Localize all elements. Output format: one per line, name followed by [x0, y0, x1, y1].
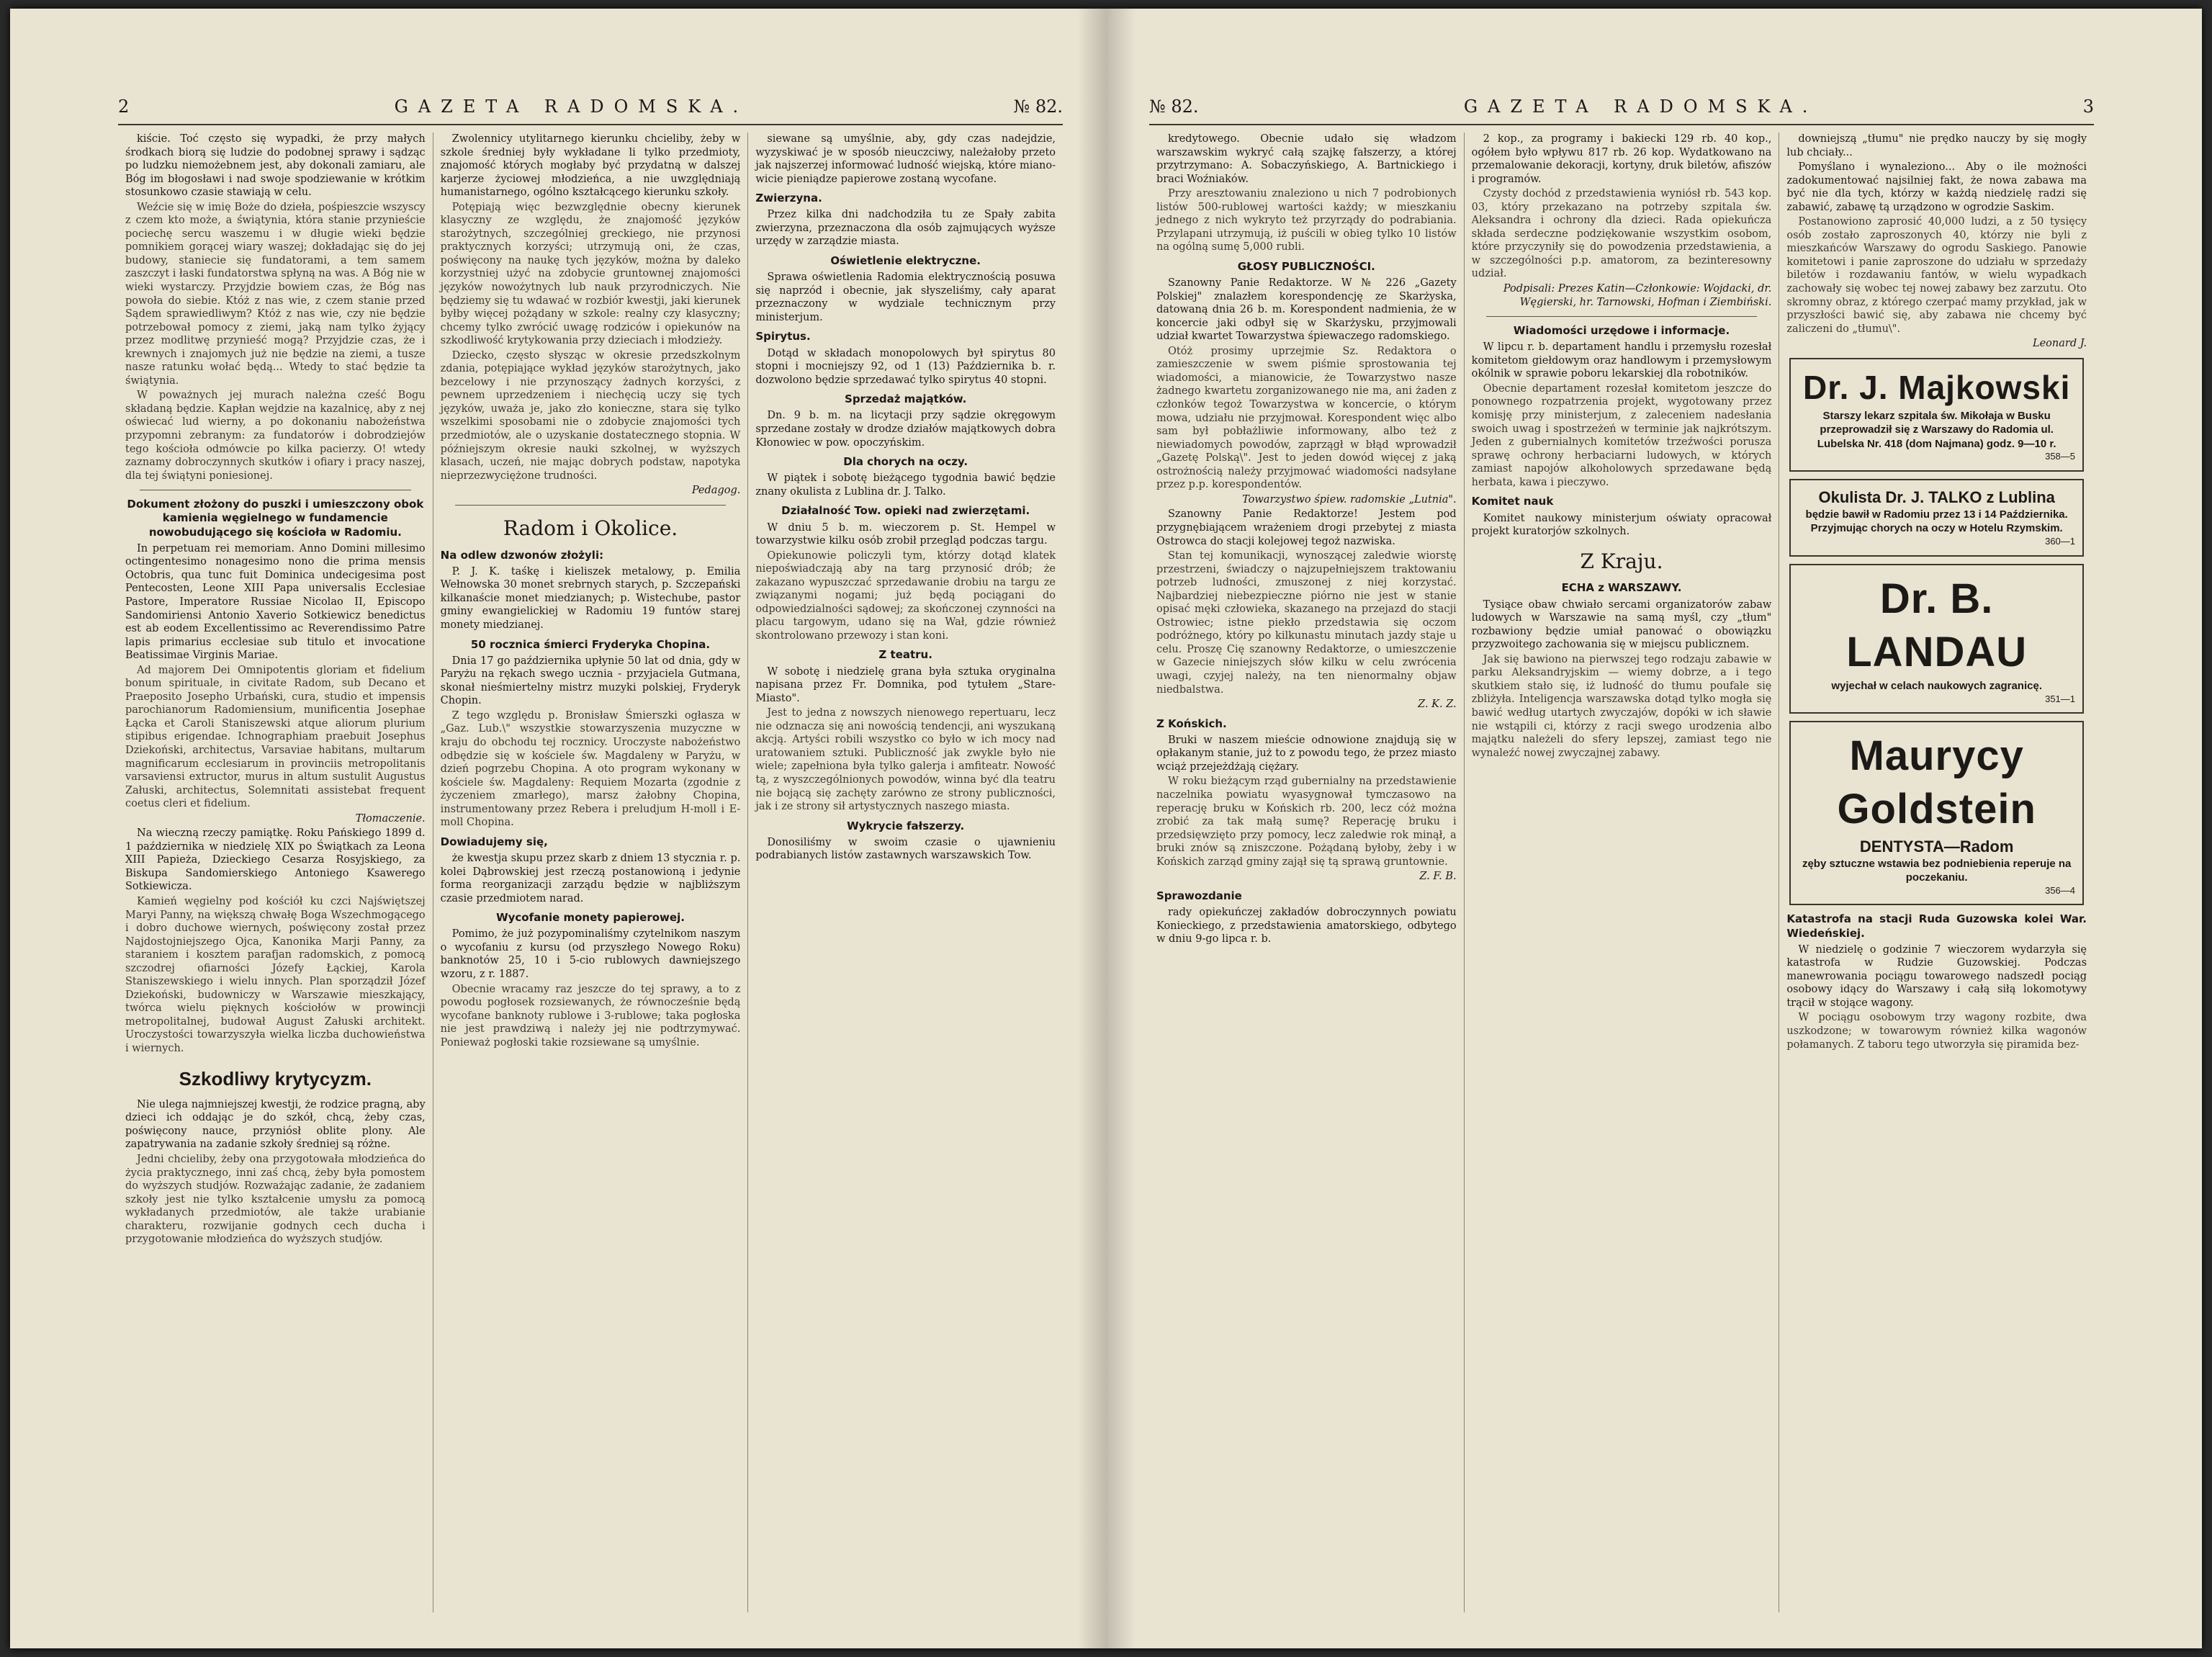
news-heading: ECHA z WARSZAWY.	[1561, 581, 1682, 595]
news-heading: Katastrofa na stacji Ruda Guzowska kolei War. Wiedeńskiej.	[1786, 912, 2087, 940]
ad-text: zęby sztuczne wstawia bez podniebienia reperuje na poczekaniu.	[1802, 857, 2072, 884]
news-heading: Na odlew dzwonów złożyli:	[440, 548, 604, 562]
newspaper-spread	[10, 9, 2202, 1648]
letter-text: Szanowny Panie Redaktorze. W № 226 „Gazety Polskiej" znalazłem korespondencję ze Skarżyska, datowaną dnia 26 b. m. Korespondent nadmienia, że w koncercie jaki odbył się w Skarżysku, przyjmowali udział kwartet Towarzystwa śpiewaczego radomskiego.	[1156, 277, 1457, 343]
news-text: W piątek i sobotę bieżącego tygodnia bawić będzie znany okulista z Lublina dr. J. Talko.	[755, 472, 1056, 498]
news-text: Pomyślano i wynaleziono... Aby o ile możności zadokumentować najsilniej fakt, że nowa zabawa ma być nie dla tych, którzy w każdą niedzielę radzi się zabawić, zabawę tą urządzono w ogrodzie Saskim.	[1786, 161, 2087, 213]
document-heading: Dokument złożony do puszki i umieszczony obok kamienia węgielnego w fundamencie nowobudującego się kościoła w Radomiu.	[127, 498, 424, 539]
news-text: Przez kilka dni nadchodziła tu ze Spały zabita zwierzyna, przeznaczona dla osób zajmujących wyższe urzędy w zarządzie miasta.	[755, 209, 1056, 248]
ad-number: 351—1	[2045, 693, 2076, 704]
left-col-1: kiście. Toć często się wypadki, że przy małych środkach biorą się ludzie do podobnej sprawy i sądząc po ludzku niemożebnem jest, aby dokonali zamiaru, ale Bóg im błogosławi i nad swoje spodziewanie w krótkim stosunkowo czasie stawiają w celu. Weźcie się w imię Boże do dzieła, pośpieszcie wszyscy z czem kto może, a świątynia, która stanie przynieście pociechę sercu waszemu i w długie wieki będzie pomnikiem gorącej wiary waszej; dokładając się do jej budowy, staniecie się fundatorami, a tem samem zaszczyt i łaski fundatorstwa spłyną na was. A Bóg nie w wieki wystarczy. Przyjdzie bowiem czas, że Bóg nas powoła do siebie. Któż z nas wie, z czem stanie przed Sądem sprawiedliwym? Któż z nas wie, czy nie będzie potrzebował pomocy z ziemi, jaką nam tylko żyjący przez modlitwę przynieść mogą? Przyjdzie czas, że i krewnych i znajomych już nie będzie na ziemi, a tusze nasze ratunku wołać będą... Wtedy to stać będzie ta świątynia. W poważnych jej murach należna cześć Bogu składaną będzie. Kapłan wejdzie na kazalnicę, aby z nej oświecać lud wierny, a po dokonaniu nabożeństwa przypomni zebranym: za fundatorów i dobrodziejów tego kościoła odmówcie po kilka pacierzy. O! wtedy zaznamy dobroczynnych skutków i ofiary i pracy naszej, dla tej świątyni poniesionej. Dokument złożony do puszki i umieszczony obok kamienia węgielnego w fundamencie nowobudującego się kościoła w Radomiu. In perpetuam rei memoriam. Anno Domini millesimo octingentesimo nonagesimo nono die prima mensis Octobris, qua tunc fuit Dominica undecigesima post Pentecosten, Leone XIII Papa universalis Ecclesiae Pastore, Imperatore Russiae Nicolao II, Episcopo Sandomiriensi Antonio Xaverio Sotkiewicz benedictus est ab eodem Excellentissimo ac Reverendissimo Patre lapis primarius ecclesiae sub titulo et invocatione Beatissimae Virginis Mariae. Ad majorem Dei Omnipotentis gloriam et fidelium bonum spirituale, in civitate Radom, sub Decano et Praeposito Josepho Urbański, cura, studio et impensis parochianorum Radomiensium, munificentia Josephae Łącka et Caroli Staniszewski atque aliorum plurium stipibus erigendae. Ichnographiam praebuit Josephus Dziekoński, architectus, Varsaviae habitans, multarum magnificarum ecclesiarum in provinciis metropolitanis varsaviensi extructor, murus in altum sustulit Augustus Załuski, architectus, Solemnitati assistebat frequent coetus cleri et fidelium. Tłomaczenie. Na wieczną rzeczy pamiątkę. Roku Pańskiego 1899 d. 1 października w niedzielę XIX po Świątkach za Leona XIII Papieża, Dzieckiego Cesarza Rosyjskiego, za Biskupa Sandomierskiego Antoniego Ksawerego Sotkiewicza. Kamień węgielny pod kościół ku czci Najświętszej Maryi Panny, na większą chwałę Boga Wszechmogącego i dobro duchowe wiernych, poświęcony został przez Najdostojniejszego Ojca, Kanonika Marji Panny, za staraniem i kosztem parafjan radomskich, z pomocą szczodrej ofiarności Józefy Łąckiej, Karola Staniszewskiego i wielu innych. Plan sporządził Józef Dziekoński, budowniczy w Warszawie mieszkający, twórca wielu pięknych kościołów w prowincji metropolitalnej, budował August Załuski architekt. Uroczystości towarzyszyła wielka liczba duchowieństwa i wiernych. Szkodliwy krytycyzm. Nie ulega najmniejszej kwestji, że rodzice pragną, aby dzieci ich oddając je do szkół, chcą, żeby czas, poświęcony nauce, przyniósł oblite plony. Ale zapatrywania na zadanie szkoły średniej są różne. Jedni chcieliby, żeby ona przygotowała młodzieńca do życia praktycznego, inni zaś chcą, żeby była pomostem do wyższych studjów. Rozważając zadanie, że zadaniem szkoły jest nie tylko kształcenie umysłu za pomocą wykładanych przedmiotów, ale także urabianie charakteru, rozwijanie godnych cech ducha i przygotowanie młodzieńca do wyższych studjów.	[118, 133, 433, 1612]
left-columns	[118, 133, 1063, 1612]
kraj-section-heading: Z Kraju.	[1580, 549, 1663, 573]
news-heading: Wiadomości urzędowe i informacje.	[1513, 324, 1730, 338]
translation-label: Tłomaczenie.	[355, 812, 426, 825]
news-text: rady opiekuńczej zakładów dobroczynnych powiatu Konieckiego, z przedstawienia amatorskiego, odbytego w dniu 9-go lipca r. b.	[1156, 907, 1457, 946]
page-number: 3	[2082, 96, 2094, 117]
right-columns	[1149, 133, 2094, 1612]
ad-doctor-name: Okulista Dr. J. TALKO z Lublina	[1818, 488, 2055, 506]
news-heading: Z teatru.	[878, 648, 932, 662]
critic-text: Nie ulega najmniejszej kwestji, że rodzice pragną, aby dzieci ich oddając je do szkół, chcą, żeby czas, poświęcony nauce, przyniósł oblite plony. Ale zapatrywania na zadanie szkoły średniej są różne.	[125, 1098, 426, 1151]
masthead: GAZETA RADOMSKA.	[394, 96, 749, 117]
left-col-3: siewane są umyślnie, aby, gdy czas nadejdzie, wyzyskiwać je w sposób nieuczciwy, należałoby przeto jak najszerzej informować ludność wiejską, które miano-wicie pieniądze papierowe zostaną wycofane. Zwierzyna. Przez kilka dni nadchodziła tu ze Spały zabita zwierzyna, przeznaczona dla osób zajmujących wyższe urzędy w zarządzie miasta. Oświetlenie elektryczne. Sprawa oświetlenia Radomia elektrycznością posuwa się naprzód i obecnie, jak słyszeliśmy, cały aparat przeznaczony w wydziale technicznym przy ministerjum. Spirytus. Dotąd w składach monopolowych był spirytus 80 stopni i mocniejszy 92, od 1 (13) Października b. r. dozwolono będzie sprzedawać tylko spirytus 40 stopni. Sprzedaż majątków. Dn. 9 b. m. na licytacji przy sądzie okręgowym sprzedane zostały w drodze działów majątkowych dobra Kłonowiec w pow. opoczyńskim. Dla chorych na oczy. W piątek i sobotę bieżącego tygodnia bawić będzie znany okulista z Lublina dr. J. Talko. Działalność Tow. opieki nad zwierzętami. W dniu 5 b. m. wieczorem p. St. Hempel w towarzystwie kilku osób zrobił przegląd podczas targu. Opiekunowie policzyli tym, którzy dotąd klatek niepoświadczają aby na targ przynosić drób; że zakazano wypuszczać sprzedawanie drobiu na targu ze związanymi nogami; już będą pociągani do odpowiedzialności sądowej; za skończonej czynności na placu targowym, udano się na Wał, gdzie również skontrolowano przewozy i stan koni. Z teatru. W sobotę i niedzielę grana była sztuka oryginalna napisana przez Fr. Domnika, pod tytułem „Stare-Miasto". Jest to jedna z nowszych nienowego repertuaru, lecz nie odznacza się ani nowością tendencji, ani wyszukaną akcją. Artyści robili wszystko co było w ich mocy nad uratowaniem sztuki. Publiczność jak zwykle było nie wiele; zapełniona była tylko galerja i amfiteatr. Nowość tą, z wyszczególnionych powodów, winna być dla teatru nie bojącą się zachęty zarówno ze strony publiczności, jak i ze strony sił artystycznych naszego miasta. Wykrycie fałszerzy. Donosiliśmy w swoim czasie o ujawnieniu podrabianych listów zastawnych warszawskich Tow.	[755, 133, 1056, 862]
left-col-2: Zwolennicy utylitarnego kierunku chcieliby, żeby w szkole średniej były wykładane li tylko przedmioty, znajomość których mogłaby być przydatną w dalszej karjerze życiowej młodzieńca, a nie uwzględniają humanistarnego, ogólno kształcącego kierunku szkoły. Potępiają więc bezwzględnie obecny kierunek klasyczny ze względu, że znajomość języków starożytnych, szczególniej greckiego, nie przynosi praktycznych korzyści; utrzymują oni, że czas, poświęcony na naukę tych języków, można by daleko korzystniej użyć na zdobycie gruntownej znajomości języków nowożytnych lub nauk przyrodniczych. Nie będziemy się tu wdawać w rozbiór kwestji, jaki kierunek byłby więcej pożądany w szkole: realny czy klasyczny; chcemy tylko zwrócić uwagę rodziców i opiekunów na szkodliwość krytykowania przy dzieciach i młodzieży. Dziecko, często słysząc w okresie przedszkolnym zdania, potępiające wykład języków starożytnych, jako bezcelowy i nie przynoszący żadnych korzyści, z pewnem uprzedzeniem i niechęcią uczy się tych języków, uważa je, jako zło konieczne, stara się tylko wszelkimi sposobami nie o zdobycie znajomości tych przedmiotów, ale o uzyskanie dostatecznego stopnia. W późniejszym okresie nauki szkolnej, w wyższych klasach, uczeń, nie mając dobrych podstaw, napotyka nieprzezwyciężone trudności. Pedagog. Radom i Okolice. Na odlew dzwonów złożyli: P. J. K. taśkę i kieliszek metalowy, p. Emilia Wełnowska 30 monet srebrnych starych, p. Szczepański kilkanaście monet miedzianych; p. Wistechube, pastor gminy ewangielickiej w Radomiu 19 funtów starej monety miedzianej. 50 rocznica śmierci Fryderyka Chopina. Dnia 17 go października upłynie 50 lat od dnia, gdy w Paryżu na rękach swego ucznia - przyjaciela Gutmana, skonał nieśmiertelny mistrz muzyki polskiej, Fryderyk Chopin. Z tego względu p. Bronisław Śmierszki ogłasza w „Gaz. Lub.\" wszystkie stowarzyszenia muzyczne w kraju do obchodu tej rocznicy. Uroczyste nabożeństwo odbędzie się w kościele św. Magdaleny w Paryżu, w dzień pogrzebu Chopina. A oto program wykonany w kościele św. Magdaleny: Requiem Mozarta (zgodnie z życzeniem zmarłego), marsz żałobny Chopina, instrumentowany przez Rebera i preludjum H-moll i E-moll Chopina. Dowiadujemy się, że kwestja skupu przez skarb z dniem 13 stycznia r. p. kolei Dąbrowskiej jest rzeczą postanowioną i jedynie forma reorganizacji zarządu będzie w najbliższym czasie przedmiotem narad. Wycofanie monety papierowej. Pomimo, że już pozypominaliśmy czytelnikom naszym o wycofaniu z kursu (od przyszłego Nowego Roku) banknotów 25, 10 i 5-cio rublowych dawniejszego wzoru, z r. 1887. Obecnie wracamy raz jeszcze do tej sprawy, a to z powodu pogłosek rozsiewanych, że równocześnie będą wycofane banknoty rublowe i 3-rublowe; taka pogłoska nie jest prawdziwą i należy jej nie podtrzymywać. Ponieważ pogłoski takie rozsiewane są umyślnie.	[433, 133, 749, 1612]
radom-section-heading: Radom i Okolice.	[503, 516, 678, 540]
news-text: Dn. 9 b. m. na licytacji przy sądzie okręgowym sprzedane zostały w drodze działów majątkowych dobra Kłonowiec w pow. opoczyńskim.	[755, 410, 1056, 449]
ad-landau	[1789, 564, 2084, 714]
letter-text: Szanowny Panie Redaktorze! Jestem pod przygnębiającem wrażeniem drogi przebytej z miasta Ostrowca do stacji kolejowej tegoż nazwiska.	[1156, 508, 1457, 547]
ad-number: 356—4	[2045, 884, 2076, 896]
news-text: Bruki w naszem mieście odnowione znajdują się w opłakanym stanie, już to z powodu tego, że przez miasto wciąż przejeżdżają ciężary.	[1156, 734, 1457, 773]
ad-number: 360—1	[2045, 535, 2076, 547]
news-text: Dotąd w składach monopolowych był spirytus 80 stopni i mocniejszy 92, od 1 (13) Października b. r. dozwolono będzie sprzedawać tylko spirytus 40 stopni.	[755, 347, 1056, 386]
pedagog-signature: Pedagog.	[691, 485, 741, 497]
news-text: siewane są umyślnie, aby, gdy czas nadejdzie, wyzyskiwać je w sposób nieuczciwy, należałoby przeto jak najszerzej informować ludność wiejską, które miano-wicie pieniądze papierowe zostaną wycofane.	[755, 133, 1056, 185]
news-heading: Działalność Tow. opieki nad zwierzętami.	[781, 504, 1030, 518]
page-number: 2	[118, 96, 130, 117]
news-heading: Zwierzyna.	[755, 192, 822, 205]
critic-heading: Szkodliwy krytycyzm.	[179, 1067, 372, 1090]
news-text: W niedzielę o godzinie 7 wieczorem wydarzyła się katastrofa w Rudzie Guzowskiej. Podczas manewrowania pociągu towarowego nadszedł pociąg osobowy idący do Warszawy i całą siłą lokomotywy trącił w stojące wagony.	[1786, 943, 2087, 1009]
ad-number: 358—5	[2045, 451, 2076, 462]
news-text: Komitet naukowy ministerjum oświaty opracował projekt kuratorjów szkolnych.	[1471, 512, 1772, 538]
news-heading: Komitet nauk	[1471, 495, 1554, 508]
news-text: P. J. K. taśkę i kieliszek metalowy, p. Emilia Wełnowska 30 monet srebrnych starych, p. Szczepański kilkanaście monet miedzianych; p. Wistechube, pastor gminy ewangielickiej w Radomiu 19 funtów starej monety miedzianej.	[440, 565, 741, 631]
right-col-2: 2 kop., za programy i bakiecki 129 rb. 40 kop., ogółem było wpływu 817 rb. 26 kop. Wydatkowano na przemalowanie dekoracji, kortyny, druk biletów, afiszów i programów. Czysty dochód z przedstawienia wyniósł rb. 543 kop. 03, który przekazano na potrzeby szpitala św. Aleksandra i ochrony dla dzieci. Rada opiekuńcza składa serdeczne podziękowanie wszystkim osobom, które przyczyniły się do powodzenia przedstawienia, a w szczególności p.p. amatorom, za bezinteresowny udział. Podpisali: Prezes Katin—Członkowie: Wojdacki, dr. Węgierski, hr. Tarnowski, Hofman i Ziembiński. Wiadomości urzędowe i informacje. W lipcu r. b. departament handlu i przemysłu rozesłał komitetom giełdowym oraz handlowym i przemysłowym okólnik w sprawie poboru lekarskiej dla robotników. Obecnie departament rozesłał komitetom jeszcze do ponownego rozpatrzenia projekt, wygotowany przez komisję przy ministerjum, z zaleceniem nadesłania swoich uwag i spostrzeżeń w terminie jak najkrótszym. Jeden z gubernialnych komitetów trzeźwości porusza sprawę ochrony herbaciarni ludowych, w których zamiast napojów alkoholowych sprzedawane będą herbata, kawa i pieczywo. Komitet nauk Komitet naukowy ministerjum oświaty opracował projekt kuratorjów szkolnych. Z Kraju. ECHA z WARSZAWY. Tysiące obaw chwiało sercami organizatorów zabaw ludowych w Warszawie na samą myśl, czy „tłum" rozbawiony będzie umiał panować o obowiązku przyzwoitego zachowania się w miejscu publicznem. Jak się bawiono na pierwszej tego rodzaju zabawie w parku Aleksandryjskim — wiemy dobrze, a i tego skutkiem stało się, iż ludność do tłumu poufale się zbliżyła. Inteligencja warszawska dotąd tylko mogła się bawić według utartych zwyczajów, dopóki w ich sławie nie wstąpili ci, którzy z racji swego urodzenia albo majątku należeli do sfery lepszej, zamiast tego nie wynaleźć nowej zwyczajnej zabawy.	[1465, 133, 1780, 1612]
ad-text: Starszy lekarz szpitala św. Mikołaja w Busku przeprowadził się z Warszawy do Radomia ul. Lubelska Nr. 418 (dom Najmana) godz. 9—10 r.	[1817, 409, 2056, 450]
news-text: Dnia 17 go października upłynie 50 lat od dnia, gdy w Paryżu na rękach swego ucznia - przyjaciela Gutmana, skonał nieśmiertelny mistrz muzyki polskiej, Fryderyk Chopin.	[440, 655, 741, 707]
news-heading: Sprawozdanie	[1156, 889, 1242, 902]
latin-text: In perpetuam rei memoriam. Anno Domini millesimo octingentesimo nonagesimo nono die prima mensis Octobris, qua tunc fuit Dominica undecigesima post Pentecosten, Leone XIII Papa universalis Ecclesiae Pastore, Imperatore Russiae Nicolao II, Episcopo Sandomiriensi Antonio Xaverio Sotkiewicz benedictus est ab eodem Excellentissimo ac Reverendissimo Patre lapis primarius ecclesiae sub titulo et invocatione Beatissimae Virginis Mariae.	[125, 542, 426, 662]
news-heading: Dowiadujemy się,	[440, 835, 548, 848]
news-heading: Dla chorych na oczy.	[843, 455, 968, 469]
ad-majkowski	[1789, 358, 2084, 472]
letter-signature: Towarzystwo śpiew. radomskie „Lutnia".	[1242, 493, 1457, 506]
polish-text: Na wieczną rzeczy pamiątkę. Roku Pańskiego 1899 d. 1 października w niedzielę XIX po Świątkach za Leona XIII Papieża, Dzieckiego Cesarza Rosyjskiego, za Biskupa Sandomierskiego Antoniego Ksawerego Sotkiewicza.	[125, 827, 426, 893]
issue-number: № 82.	[1149, 96, 1199, 117]
news-text: 2 kop., za programy i bakiecki 129 rb. 40 kop., ogółem było wpływu 817 rb. 26 kop. Wydatkowano na przemalowanie dekoracji, kortyny, druk biletów, afiszów i programów.	[1471, 133, 1772, 185]
news-text: Pomimo, że już pozypominaliśmy czytelnikom naszym o wycofaniu z kursu (od przyszłego Nowego Roku) banknotów 25, 10 i 5-cio rublowych dawniejszego wzoru, z r. 1887.	[440, 928, 741, 981]
news-heading: Wykrycie fałszerzy.	[847, 819, 965, 832]
ad-text: wyjechał w celach naukowych zagranicę.	[1831, 680, 2042, 692]
news-text: kredytowego. Obecnie udało się władzom warszawskim wykryć całą szajkę fałszerzy, a której przytrzymano: A. Sobaczyńskiego, A. Bartnickiego i braci Woźniaków.	[1156, 133, 1457, 185]
masthead: GAZETA RADOMSKA.	[1463, 96, 1818, 117]
news-heading: Wycofanie monety papierowej.	[496, 911, 685, 925]
right-header	[1149, 94, 2094, 125]
ad-subtitle: DENTYSTA—Radom	[1859, 837, 2014, 856]
news-text: że kwestja skupu przez skarb z dniem 13 stycznia r. p. kolei Dąbrowskiej jest rzeczą postanowioną i jedynie forma reorganizacji zarządu będzie w najbliższym czasie przedmiotem narad.	[440, 853, 741, 904]
column-signature: Leonard J.	[2032, 338, 2087, 350]
letter-signature: Z. K. Z.	[1418, 699, 1457, 711]
left-header	[118, 94, 1063, 125]
news-heading: Sprzedaż majątków.	[845, 392, 967, 406]
article-text: Zwolennicy utylitarnego kierunku chcieliby, żeby w szkole średniej były wykładane li tylko przedmioty, znajomość których mogłaby być przydatną w dalszej karjerze życiowej młodzieńca, a nie uwzględniają humanistarnego, ogólno kształcącego kierunku szkoły.	[440, 133, 741, 199]
news-text: Donosiliśmy w swoim czasie o ujawnieniu podrabianych listów zastawnych warszawskich Tow.	[755, 836, 1056, 862]
news-text: W lipcu r. b. departament handlu i przemysłu rozesłał komitetom giełdowym oraz handlowym i przemysłowym okólnik w sprawie poboru lekarskiej dla robotników.	[1471, 341, 1772, 380]
letter-signature: Z. F. B.	[1419, 871, 1457, 883]
article-text: kiście. Toć często się wypadki, że przy małych środkach biorą się ludzie do podobnej sprawy i sądząc po ludzku niemożebnem jest, aby dokonali zamiaru, ale Bóg im błogosławi i nad swoje spodziewanie w krótkim stosunkowo czasie stawiają w celu.	[125, 133, 426, 199]
left-page	[10, 9, 1106, 1648]
right-col-3: downiejszą „tłumu" nie prędko nauczy by się mogły lub chciały... Pomyślano i wynaleziono... Aby o ile możności zadokumentować najsilniej fakt, że nowa zabawa ma być nie dla tych, którzy w każdą niedzielę radzi się zabawić, zabawę tą urządzono w ogrodzie Saskim. Postanowiono zaprosić 40,000 ludzi, a z 50 tysięcy osób zostało zaproszonych 40, którzy nie byli z mieszkańców Warszawy do ogrodu Saskiego. Panowie komitetowi i panie zaproszone do udziału w sprzedaży biletów i rozdawaniu fantów, w wielu wypadkach zachowały się wobec tej nowej zabawy bez zarzutu. Oto skromny obraz, z którego czerpać mamy przykład, jak w przyszłości bawić się, aby zabawa nie chcemy być zaliczeni do „tłumu\". Leonard J. Dr. J. Majkowski Starszy lekarz szpitala św. Mikołaja w Busku przeprowadził się z Warszawy do Radomia ul. Lubelska Nr. 418 (dom Najmana) godz. 9—10 r. 358—5 Okulista Dr. J. TALKO z Lublina będzie bawił w Radomiu przez 13 i 14 Października. Przyjmując chorych na oczy w Hotelu Rzymskim. 360—1 Dr. B. LANDAU wyjechał w celach naukowych zagranicę. 351—1 Maurycy Goldstein DENTYSTA—Radom zęby sztuczne wstawia bez podniebienia reperuje na poczekaniu. 356—4 Katastrofa na stacji Ruda Guzowska kolei War. Wiedeńskiej. W niedzielę o godzinie 7 wieczorem wydarzyła się katastrofa w Rudzie Guzowskiej. Podczas manewrowania pociągu towarowego nadszedł pociąg osobowy idący do Warszawy i całą siłą lokomotywy trącił w stojące wagony. W pociągu osobowym trzy wagony rozbite, dwa uszkodzone; w towarowym również kilka wagonów połamanych. Z taboru tego utworzyła się piramida bez-	[1786, 133, 2087, 1051]
right-col-1: kredytowego. Obecnie udało się władzom warszawskim wykryć całą szajkę fałszerzy, a której przytrzymano: A. Sobaczyńskiego, A. Bartnickiego i braci Woźniaków. Przy aresztowaniu znaleziono u nich 7 podrobionych listów 500-rublowej wartości każdy; w mieszkaniu jednego z nich wykryto też przyrządy do podrabiania. Przylapani utrzymują, iż puścili w obieg tylko 10 listów na ogólną sumę 5,000 rubli. GŁOSY PUBLICZNOŚCI. Szanowny Panie Redaktorze. W № 226 „Gazety Polskiej" znalazłem korespondencję ze Skarżyska, datowaną dnia 26 b. m. Korespondent nadmienia, że w koncercie jaki odbył się w Skarżysku, przyjmowali udział kwartet Towarzystwa śpiewaczego radomskiego. Otóż prosimy uprzejmie Sz. Redaktora o zamieszczenie w swem piśmie sprostowania tej wiadomości, a mianowicie, że Towarzystwo nasze żadnego kwartetu zorganizowanego nie ma, ani żaden z członków tegoż Towarzystwa w koncercie, o którym mowa, udziału nie przyjmował. Korespondent więc albo sam był pobłażliwie informowany, albo też z niewiadomych powodów, zaprzągł w błąd wprowadził „Gazetę Polską\". Jest to jeden dowód więcej z jaką ostrożnością należy przyjmować wiadomości nadsyłane przez p.p. korespondentów. Towarzystwo śpiew. radomskie „Lutnia". Szanowny Panie Redaktorze! Jestem pod przygnębiającem wrażeniem drogi przebytej z miasta Ostrowca do stacji kolejowej tegoż nazwiska. Stan tej komunikacji, wynoszącej zaledwie wiorstę przestrzeni, świadczy o najzupełniejszem traktowaniu potrzeb ludności, zmuszonej z niej korzystać. Najbardziej niebezpieczne piórno nie jest w stanie opisać męki człowieka, skazanego na przejazd do stacji Ostrowiec; istne piekło przedstawia się oczom podróżnego, który po kilkunastu minutach jazdy staje u celu. Proszę Cię szanowny Redaktorze, o umieszczenie w Gazecie niniejszych słów kilku w celu zwrócenia uwagi, czyjej należy, na ten nienormalny objaw niedbalstwa. Z. K. Z. Z Końskich. Bruki w naszem mieście odnowione znajdują się w opłakanym stanie, już to z powodu tego, że przez miasto wciąż przejeżdżają ciężary. W roku bieżącym rząd gubernialny na przedstawienie naczelnika powiatu wyasygnował tymczasowo na reperację bruku w Końskich rb. 200, lecz cóż można zrobić za tak małą sumę? Reperację bruku i przedsięwzięto przy pomocy, lecz zaledwie rok minął, a bruki znów są zniszczone. Pożądaną byłoby, żeby i w Końskich zarząd gminy zajął się tą sprawą gruntownie. Z. F. B. Sprawozdanie rady opiekuńczej zakładów dobroczynnych powiatu Konieckiego, z przedstawienia amatorskiego, odbytego w dniu 9-go lipca r. b.	[1149, 133, 1465, 1612]
ad-doctor-name: Dr. J. Majkowski	[1802, 368, 2071, 406]
news-heading: GŁOSY PUBLICZNOŚCI.	[1237, 259, 1375, 273]
news-text: W dniu 5 b. m. wieczorem p. St. Hempel w towarzystwie kilku osób zrobił przegląd podczas targu.	[755, 521, 1056, 547]
ad-text: będzie bawił w Radomiu przez 13 i 14 Października. Przyjmując chorych na oczy w Hotelu Rzymskim.	[1805, 508, 2068, 535]
ad-goldstein	[1789, 721, 2084, 905]
news-heading: Z Końskich.	[1156, 717, 1227, 730]
right-page	[1106, 9, 2202, 1648]
news-text: downiejszą „tłumu" nie prędko nauczy by się mogły lub chciały...	[1786, 133, 2087, 158]
ad-doctor-name: Dr. B. LANDAU	[1846, 575, 2028, 675]
news-text: W sobotę i niedzielę grana była sztuka oryginalna napisana przez Fr. Domnika, pod tytułem „Stare-Miasto".	[755, 665, 1056, 704]
report-signature: Podpisali: Prezes Katin—Członkowie: Wojdacki, dr. Węgierski, hr. Tarnowski, Hofman i Ziembiński.	[1503, 283, 1772, 308]
issue-number: № 82.	[1013, 96, 1063, 117]
news-text: Tysiące obaw chwiało sercami organizatorów zabaw ludowych w Warszawie na samą myśl, czy „tłum" rozbawiony będzie umiał panować o obowiązku przyzwoitego zachowania się w miejscu publicznem.	[1471, 598, 1772, 651]
ad-talko	[1789, 479, 2084, 557]
news-heading: 50 rocznica śmierci Fryderyka Chopina.	[470, 637, 711, 651]
news-heading: Oświetlenie elektryczne.	[830, 254, 981, 268]
news-text: Sprawa oświetlenia Radomia elektrycznością posuwa się naprzód i obecnie, jak słyszeliśmy, cały aparat przeznaczony w wydziale technicznym przy ministerjum.	[755, 271, 1056, 323]
ad-dentist-name: Maurycy Goldstein	[1837, 732, 2036, 833]
news-heading: Spirytus.	[755, 330, 811, 343]
